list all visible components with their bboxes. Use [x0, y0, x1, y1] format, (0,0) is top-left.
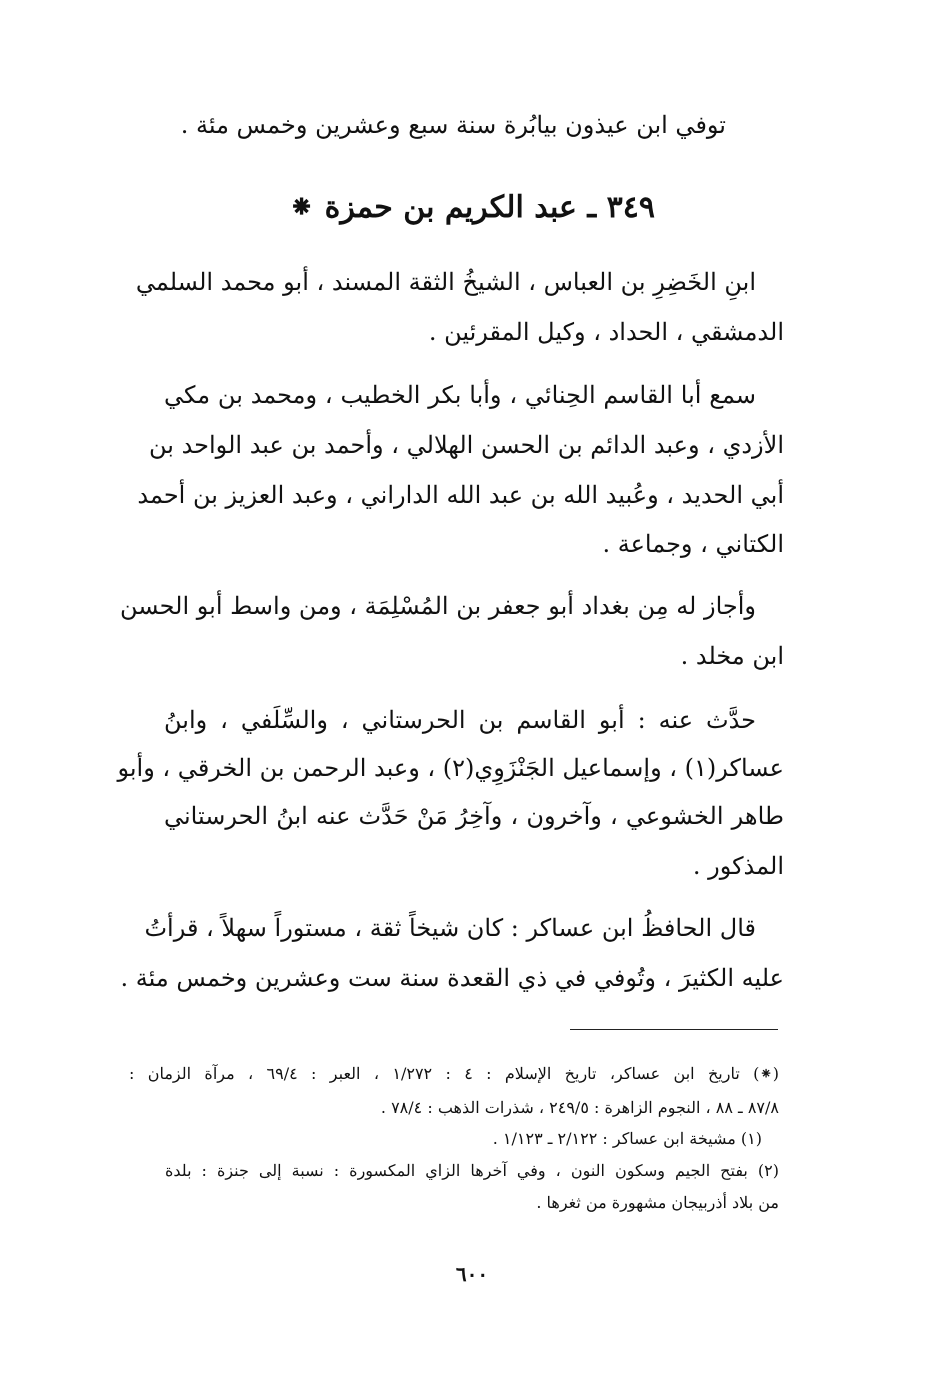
- paragraph-2-line-1: سمع أبا القاسم الحِنائي ، وأبا بكر الخطيب ، ومحمد بن مكي: [164, 381, 756, 409]
- footnote-source-line-2: ٨٧/٨ ـ ٨٨ ، النجوم الزاهرة : ٢٤٩/٥ ، شذرات الذهب : ٧٨/٤ .: [380, 1098, 779, 1117]
- footnote-separator: [570, 1029, 778, 1030]
- paragraph-2-line-2: الأزدي ، وعبد الدائم بن الحسن الهلالي ، وأحمد بن عبد الواحد بن: [149, 431, 784, 459]
- paragraph-5-line-2: عليه الكثيرَ ، وتُوفي في ذي القعدة سنة ست وعشرين وخمس مئة .: [120, 964, 784, 992]
- paragraph-2-line-3: أبي الحديد ، وعُبيد الله بن عبد الله الداراني ، وعبد العزيز بن أحمد: [137, 481, 784, 509]
- paragraph-3-line-2: ابن مخلد .: [680, 642, 784, 670]
- footnote-source-line-1: (⁕) تاريخ ابن عساكر، تاريخ الإسلام : ٤ : ١/٢٧٢ ، العبر : ٦٩/٤ ، مرآة الزمان :: [129, 1064, 780, 1083]
- paragraph-4-line-1: حدَّث عنه : أبو القاسم بن الحرستاني ، والسِّلَفي ، وابنُ: [164, 706, 756, 734]
- paragraph-1-line-2: الدمشقي ، الحداد ، وكيل المقرئين .: [428, 318, 784, 346]
- entry-heading: ٣٤٩ ـ عبد الكريم بن حمزة ⁕: [289, 190, 655, 225]
- paragraph-3-line-1: وأجاز له مِن بغداد أبو جعفر بن المُسْلِمَة ، ومن واسط أبو الحسن: [119, 592, 756, 620]
- footnote-2-line-1: (٢) بفتح الجيم وسكون النون ، وفي آخرها الزاي المكسورة : نسبة إلى جنزة : بلدة: [165, 1161, 779, 1180]
- paragraph-2-line-4: الكتاني ، وجماعة .: [602, 530, 784, 558]
- paragraph-4-line-3: طاهر الخشوعي ، وآخرون ، وآخِرُ مَنْ حَدَّث عنه ابنُ الحرستاني: [164, 802, 784, 830]
- paragraph-4-line-2: عساكر(١) ، وإسماعيل الجَنْزَوِي(٢) ، وعبد الرحمن بن الخرقي ، وأبو: [117, 754, 784, 782]
- intro-line: توفي ابن عيذون بيابُرة سنة سبع وعشرين وخمس مئة .: [180, 111, 726, 139]
- paragraph-1-line-1: ابنِ الخَضِرِ بن العباس ، الشيخُ الثقة المسند ، أبو محمد السلمي: [135, 268, 756, 296]
- page-number: ٦٠٠: [455, 1262, 489, 1286]
- footnote-2-line-2: من بلاد أذربيجان مشهورة من ثغرها .: [536, 1193, 779, 1212]
- paragraph-5-line-1: قال الحافظُ ابن عساكر : كان شيخاً ثقة ، مستوراً سهلاً ، قرأتُ: [144, 914, 756, 942]
- paragraph-4-line-4: المذكور .: [692, 852, 784, 880]
- footnote-1: (١) مشيخة ابن عساكر : ٢/١٢٢ ـ ١/١٢٣ .: [492, 1129, 762, 1148]
